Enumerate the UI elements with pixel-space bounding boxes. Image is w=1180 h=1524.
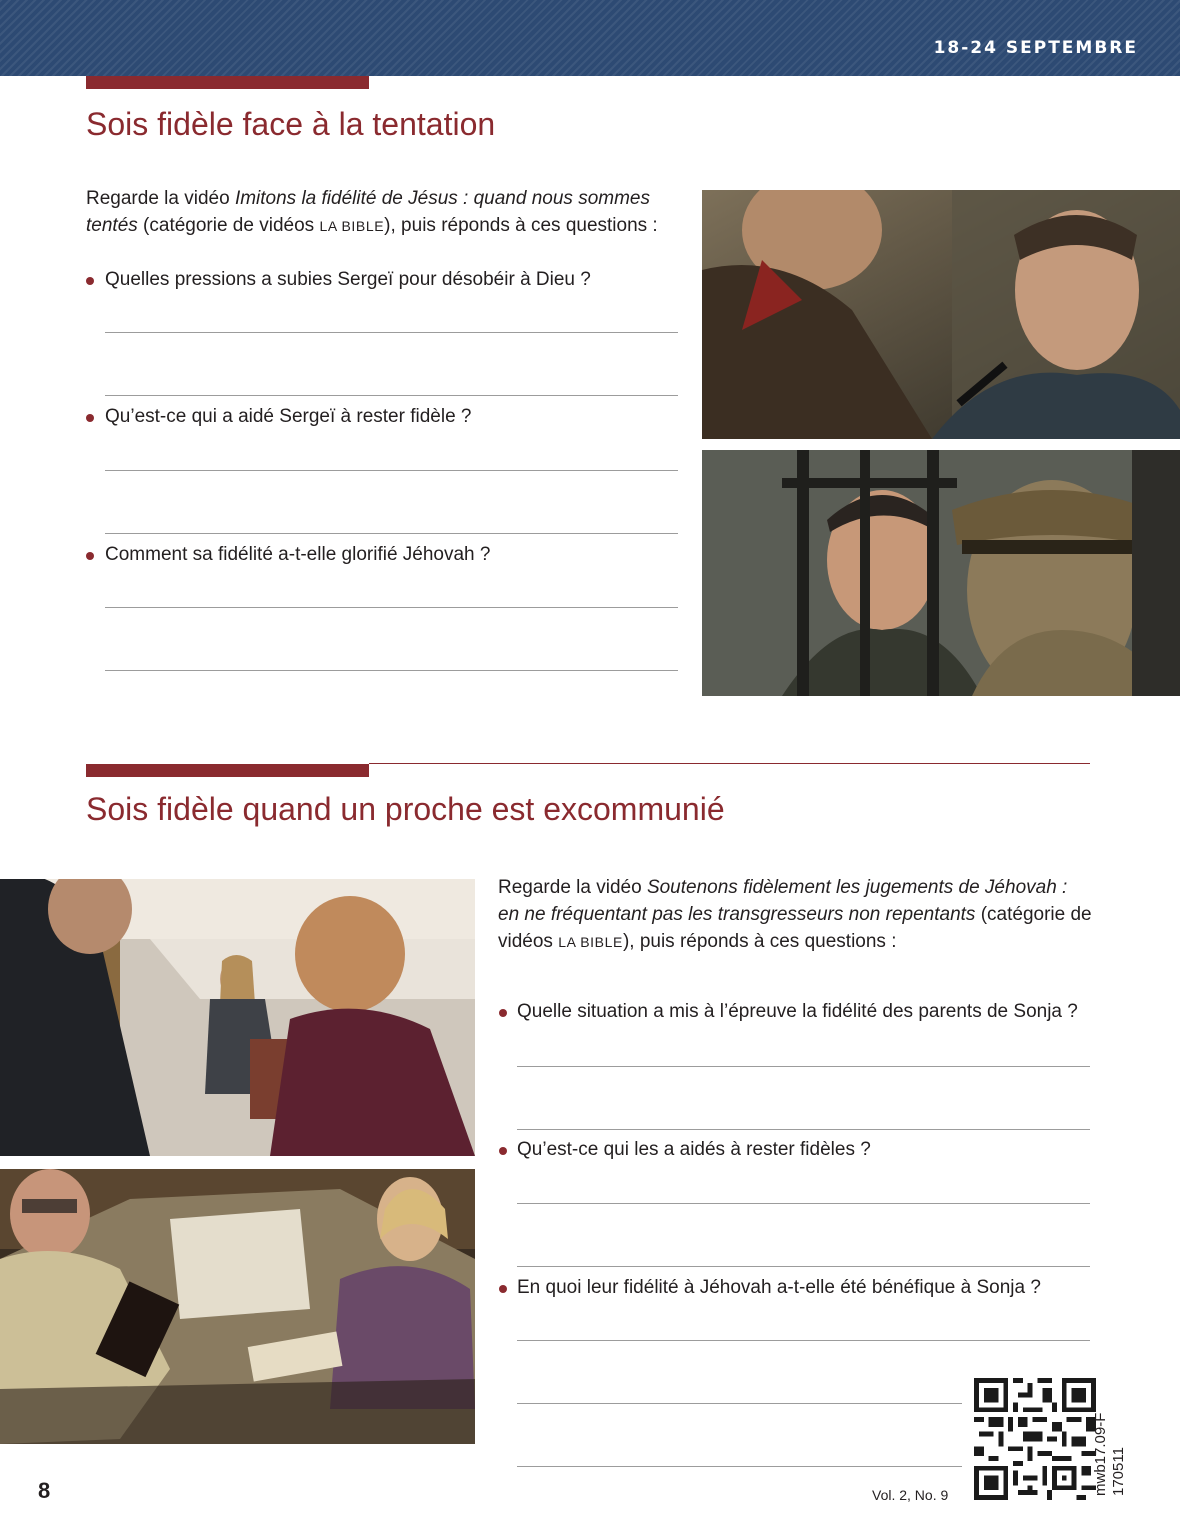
section1-rule [86,76,369,89]
section1-intro [86,185,686,240]
photo-family-stairs [0,879,475,1156]
video-category: LA BIBLE [319,218,385,234]
video-category: LA BIBLE [558,934,623,950]
section1-title: Sois fidèle face à la tentation [86,106,496,142]
volume-label: Vol. 2, No. 9 [872,1487,949,1503]
section2-rule [86,764,369,777]
answer-line[interactable] [517,1203,1090,1204]
publication-code [1088,1378,1132,1500]
answer-line[interactable] [517,1066,1090,1067]
answer-line[interactable] [517,1466,962,1467]
question-2: Qu’est-ce qui les a aidés à rester fidèles ? [517,1139,871,1160]
bullet [86,552,94,560]
photo-prison-bars [702,450,1180,696]
question-3: Comment sa fidélité a-t-elle glorifié Jéhovah ? [105,544,491,565]
answer-line[interactable] [105,395,678,396]
answer-line[interactable] [105,533,678,534]
question-3: En quoi leur fidélité à Jéhovah a-t-elle été bénéfique à Sonja ? [517,1277,1041,1298]
intro-middle: (catégorie de vidéos [498,904,1092,952]
answer-line[interactable] [517,1129,1090,1130]
video-title: Imitons la fidélité de Jésus : quand nous sommes tentés [86,188,650,236]
bullet [86,277,94,285]
section2-rule-line [369,763,1090,764]
bullet [499,1285,507,1293]
qr-code[interactable] [974,1378,1096,1505]
intro-middle: (catégorie de vidéos [137,215,320,236]
intro-prefix: Regarde la vidéo [498,877,647,898]
intro-prefix: Regarde la vidéo [86,188,235,209]
answer-line[interactable] [105,470,678,471]
question-1: Quelle situation a mis à l’épreuve la fidélité des parents de Sonja ? [517,1001,1078,1022]
video-title: Soutenons fidèlement les jugements de Jéhovah : en ne fréquentant pas les transgresseurs non repentants [498,877,1068,925]
code-line-1: mwb17.09-F [1092,1412,1109,1496]
answer-line[interactable] [517,1340,1090,1341]
intro-suffix: ), puis réponds à ces questions : [384,215,658,236]
photo-bible-study-couch [0,1169,475,1444]
answer-line[interactable] [105,607,678,608]
week-label: 18-24 SEPTEMBRE [933,38,1138,58]
page-number: 8 [38,1478,51,1503]
answer-line[interactable] [105,670,678,671]
section2-title: Sois fidèle quand un proche est excommunié [86,791,725,827]
code-line-2: 170511 [1110,1447,1127,1496]
section2-intro [498,874,1093,956]
bullet [86,414,94,422]
bullet [499,1147,507,1155]
answer-line[interactable] [517,1266,1090,1267]
photo-officer-and-prisoner [702,190,1180,439]
question-1: Quelles pressions a subies Sergeï pour désobéir à Dieu ? [105,269,591,290]
answer-line[interactable] [517,1403,962,1404]
bullet [499,1009,507,1017]
question-2: Qu’est-ce qui a aidé Sergeï à rester fidèle ? [105,406,472,427]
intro-suffix: ), puis réponds à ces questions : [622,931,897,952]
answer-line[interactable] [105,332,678,333]
